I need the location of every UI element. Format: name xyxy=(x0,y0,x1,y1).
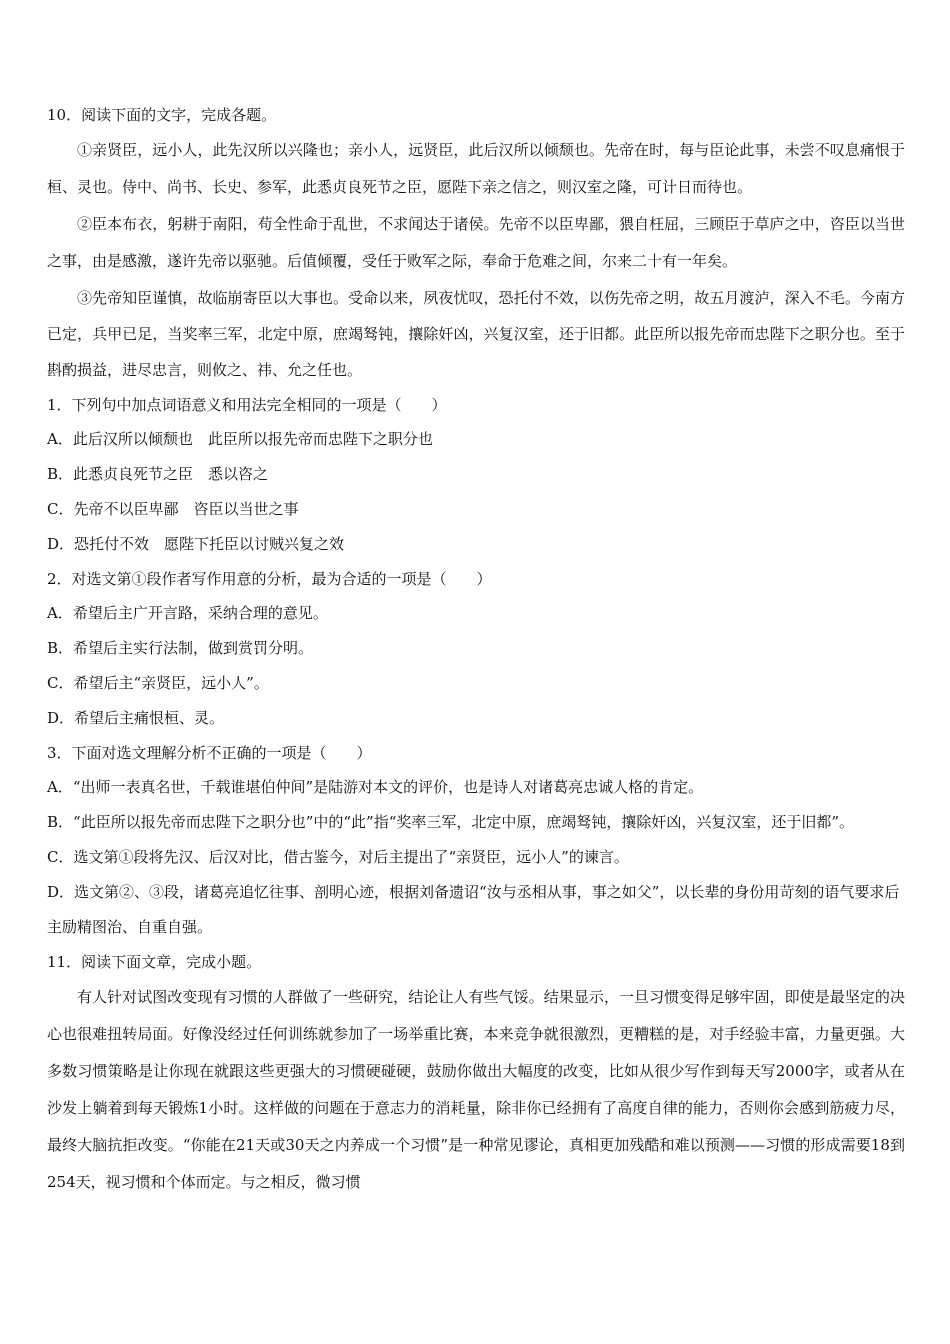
option-text: 恐托付不效 愿陛下托臣以讨贼兴复之效 xyxy=(74,535,345,553)
option-1a xyxy=(47,422,905,457)
passage-11-paragraph: 有人针对试图改变现有习惯的人群做了一些研究，结论让人有些气馁。结果显示，一旦习惯变得足够牢固，即使是最坚定的决心也很难扭转局面。好像没经过任何训练就参加了一场举重比赛，本来竞争就很激烈，更糟糕的是，对手经验丰富，力量更强。大多数习惯策略是让你现在就跟这些更强大的习惯硬碰硬，鼓励你做出大幅度的改变，比如从很少写作到每天写2000字，或者从在沙发上躺着到每天锻炼1小时。这样做的问题在于意志力的消耗量，除非你已经拥有了高度自律的能力，否则你会感到筋疲力尽，最终大脑抗拒改变。“你能在21天或30天之内养成一个习惯”是一种常见谬论，真相更加残酷和难以预测——习惯的形成需要18到254天，视习惯和个体而定。与之相反，微习惯 xyxy=(47,988,905,1191)
option-1c xyxy=(47,492,905,527)
option-2d xyxy=(47,701,905,736)
option-text: 此悉贞良死节之臣 悉以咨之 xyxy=(73,465,269,483)
subquestion-2-stem: 2．对选文第①段作者写作用意的分析，最为合适的一项是（ ） xyxy=(47,570,492,588)
option-1b xyxy=(47,457,905,492)
option-label: C． xyxy=(47,674,74,692)
option-text: 希望后主“亲贤臣，远小人”。 xyxy=(73,674,269,692)
option-2a xyxy=(47,596,905,631)
option-text: “出师一表真名世，千载谁堪伯仲间”是陆游对本文的评价，也是诗人对诸葛亮忠诚人格的肯定。 xyxy=(72,778,704,796)
passage-paragraph-3: ③先帝知臣谨慎，故临崩寄臣以大事也。受命以来，夙夜忧叹，恐托付不效，以伤先帝之明，故五月渡泸，深入不毛。今南方已定，兵甲已足，当奖率三军，北定中原，庶竭驽钝，攘除奸凶，兴复汉室，还于旧都。此臣所以报先帝而忠陛下之职分也。至于斟酌损益，进尽忠言，则攸之、祎、允之任也。 xyxy=(47,289,905,379)
option-label: A． xyxy=(47,604,73,622)
option-label: D． xyxy=(47,535,75,553)
option-text: 选文第①段将先汉、后汉对比，借古鉴今，对后主提出了“亲贤臣，远小人”的谏言。 xyxy=(73,848,629,866)
option-text: 选文第②、③段，诸葛亮追忆往事、剖明心迹，根据刘备遗诏“汝与丞相从事，事之如父”，以长辈的身份用苛刻的语气要求后主励精图治、自重自强。 xyxy=(47,883,900,936)
question-10-title: 10．阅读下面的文字，完成各题。 xyxy=(47,106,277,124)
option-label: B． xyxy=(47,813,74,831)
option-label: D． xyxy=(47,709,75,727)
subquestion-3-stem: 3．下面对选文理解分析不正确的一项是（ ） xyxy=(47,744,372,762)
option-label: D． xyxy=(47,883,75,901)
option-text: “此臣所以报先帝而忠陛下之职分也”中的“此”指“奖率三军，北定中原，庶竭驽钝，攘除奸凶，兴复汉室，还于旧都”。 xyxy=(73,813,855,831)
passage-paragraph-1: ①亲贤臣，远小人，此先汉所以兴隆也；亲小人，远贤臣，此后汉所以倾颓也。先帝在时，每与臣论此事，未尝不叹息痛恨于桓、灵也。侍中、尚书、长史、参军，此悉贞良死节之臣，愿陛下亲之信之，则汉室之隆，可计日而待也。 xyxy=(47,141,905,196)
option-label: C． xyxy=(47,848,74,866)
passage-paragraph-2: ②臣本布衣，躬耕于南阳，苟全性命于乱世，不求闻达于诸侯。先帝不以臣卑鄙，猥自枉屈，三顾臣于草庐之中，咨臣以当世之事，由是感激，遂许先帝以驱驰。后值倾覆，受任于败军之际，奉命于危难之间，尔来二十有一年矣。 xyxy=(47,215,905,270)
option-label: A． xyxy=(47,430,73,448)
option-label: C． xyxy=(47,500,74,518)
option-label: A． xyxy=(47,778,73,796)
option-2c xyxy=(47,666,905,701)
option-text: 希望后主广开言路，采纳合理的意见。 xyxy=(72,604,328,622)
document-page xyxy=(47,98,905,1201)
option-label: B． xyxy=(47,639,74,657)
option-text: 此后汉所以倾颓也 此臣所以报先帝而忠陛下之职分也 xyxy=(72,430,433,448)
option-text: 希望后主实行法制，做到赏罚分明。 xyxy=(73,639,314,657)
option-text: 先帝不以臣卑鄙 咨臣以当世之事 xyxy=(73,500,299,518)
option-3a xyxy=(47,770,905,805)
option-text: 希望后主痛恨桓、灵。 xyxy=(74,709,225,727)
option-2b xyxy=(47,631,905,666)
subquestion-1-stem: 1．下列句中加点词语意义和用法完全相同的一项是（ ） xyxy=(47,396,447,414)
option-3c xyxy=(47,840,905,875)
option-3d xyxy=(47,875,905,945)
option-3b xyxy=(47,805,905,840)
question-11-title: 11．阅读下面文章，完成小题。 xyxy=(47,953,262,971)
option-1d xyxy=(47,527,905,562)
option-label: B． xyxy=(47,465,74,483)
